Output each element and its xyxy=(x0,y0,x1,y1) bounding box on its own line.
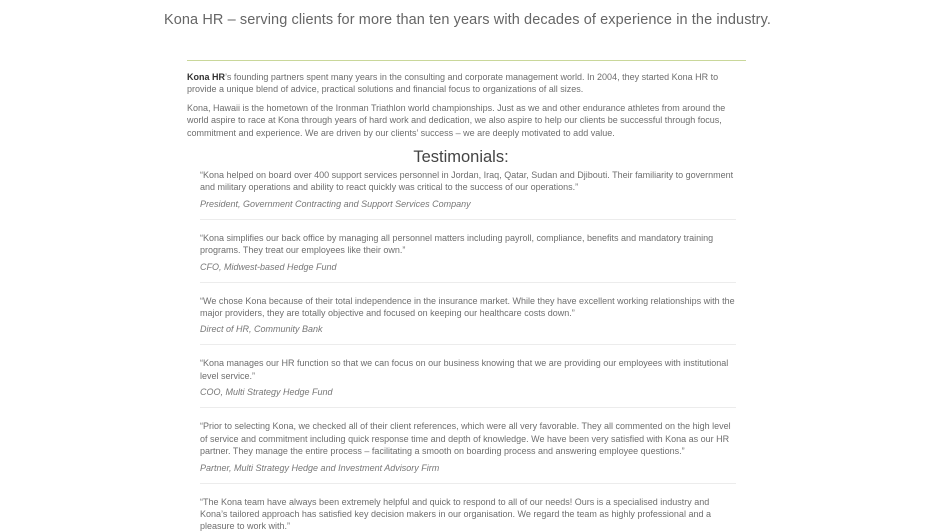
testimonial-item xyxy=(200,420,736,483)
testimonial-quote: “The Kona team have always been extremely helpful and quick to respond to all of our needs! Ours is a specialised industry and Kona’s tailored approach has satisfied key decision makers in our organisation. We regard the team as highly professional and a pleasure to work with.” xyxy=(200,496,711,532)
testimonial-quote: “We chose Kona because of their total independence in the insurance market. While they have excellent working relationships with the major providers, they are totally objective and focused on keeping our healthcare costs down.” xyxy=(200,295,735,319)
testimonial-quote: “Kona simplifies our back office by managing all personnel matters including payroll, compliance, benefits and mandatory training programs. They treat our employees like their own.” xyxy=(200,232,714,256)
testimonial-item xyxy=(200,232,736,283)
main-content xyxy=(187,71,735,532)
testimonials-heading: Testimonials: xyxy=(413,148,509,167)
section-divider xyxy=(187,60,746,61)
testimonial-item xyxy=(200,169,736,220)
testimonial-quote: “Kona manages our HR function so that we can focus on our business knowing that we are providing our employees with institutional level service.” xyxy=(200,358,729,381)
brand-name: Kona HR xyxy=(187,72,225,82)
about-paragraph-1-text: ’s founding partners spent many years in the consulting and corporate management world. In 2004, they started Kona HR to provide a unique blend of advice, practical solutions and financial focus to organizations of all sizes. xyxy=(187,72,719,95)
about-paragraph-2: Kona, Hawaii is the hometown of the Ironman Triathlon world championships. Just as we and other endurance athletes from around the world aspire to race at Kona through years of hard work and dedication, we also aspire to help our clients be successful through focus, commitment and experience. We are driven by our clients’ success – we are deeply motivated to add value. xyxy=(187,102,726,138)
testimonial-quote: “Prior to selecting Kona, we checked all of their client references, which were all very favorable. They all commented on the high level of service and commitment including quick response time and depth of knowledge. We have been very satisfied with Kona as our HR partner. They manage the entire process – facilitating a smooth on boarding process and answering employee questions.” xyxy=(200,421,731,457)
testimonial-author: President, Government Contracting and Support Services Company xyxy=(200,198,471,209)
testimonial-item xyxy=(200,357,736,408)
testimonial-quote: “Kona helped on board over 400 support services personnel in Jordan, Iraq, Qatar, Sudan and Djibouti. Their familiarity to government and military operations and ability to react quickly was critical to the success of our operations.” xyxy=(200,170,734,193)
page-tagline: Kona HR – serving clients for more than ten years with decades of experience in the industry. xyxy=(163,12,772,28)
testimonial-item xyxy=(200,295,736,346)
testimonial-author: Partner, Multi Strategy Hedge and Investment Advisory Firm xyxy=(200,462,440,473)
testimonial-author: Direct of HR, Community Bank xyxy=(200,324,323,335)
testimonial-author: COO, Multi Strategy Hedge Fund xyxy=(200,387,333,398)
testimonial-author: CFO, Midwest-based Hedge Fund xyxy=(200,261,337,272)
testimonials-list xyxy=(200,169,736,532)
about-paragraph-1 xyxy=(187,71,735,96)
testimonial-item xyxy=(200,496,736,532)
